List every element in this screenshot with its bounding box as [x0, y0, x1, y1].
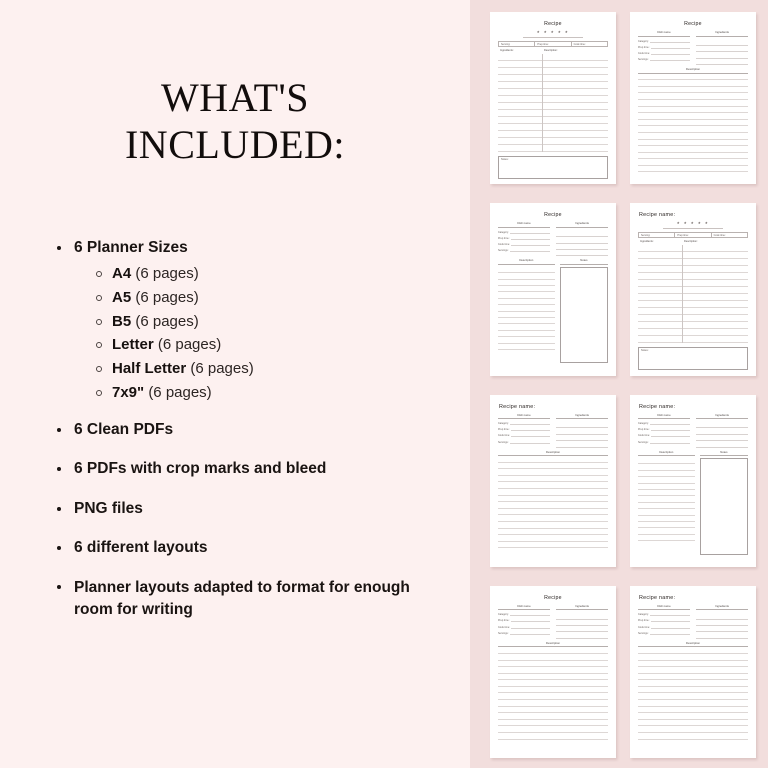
field-prep-time [638, 619, 690, 622]
list-item [52, 499, 452, 519]
info-columns [638, 413, 748, 448]
field-cook-time [638, 52, 690, 55]
fill-line [511, 428, 550, 431]
rule-line [498, 647, 608, 654]
rule-line [638, 535, 695, 541]
rule-line [638, 113, 748, 120]
rule-line [556, 632, 608, 638]
rule-line [638, 107, 748, 114]
field-serving: Serving: [499, 42, 535, 46]
size-name: Half Letter [112, 359, 187, 377]
column-divider [682, 245, 683, 343]
label-text: Prep time: [498, 428, 510, 432]
rule-line [638, 266, 748, 273]
rule-line [498, 476, 608, 483]
rule-line [638, 667, 748, 674]
info-columns [638, 30, 748, 65]
feature-label: 6 Planner Sizes [74, 239, 188, 256]
description-lines [638, 74, 748, 173]
rule-line [498, 117, 608, 124]
size-pages: (6 pages) [135, 265, 199, 283]
preview-title: Recipe name: [499, 403, 536, 410]
field-cook-time [498, 434, 550, 437]
dish-column [498, 413, 550, 448]
size-pages: (6 pages) [135, 312, 199, 330]
rule-line [638, 315, 748, 322]
header-description: Description [638, 641, 748, 648]
fill-line [510, 441, 550, 444]
fill-line [651, 46, 690, 49]
feature-label: PNG files [74, 499, 143, 517]
rule-line [498, 680, 608, 687]
notes-box [560, 267, 608, 364]
field-prep-time [498, 619, 550, 622]
rule-line [638, 126, 748, 133]
field-category [638, 422, 690, 425]
rule-line [638, 146, 748, 153]
rule-line [638, 680, 748, 687]
label-text: Cook time: [638, 51, 650, 55]
list-item [52, 538, 452, 558]
rule-line [498, 469, 608, 476]
header-ingredients: Ingredients [696, 30, 748, 37]
info-columns [498, 413, 608, 448]
rule-line [638, 661, 748, 668]
preview-title: Recipe name: [639, 594, 676, 601]
rule-line [498, 110, 608, 117]
preview-card-recipe-name-columns[interactable] [490, 395, 616, 567]
rule-line [638, 93, 748, 100]
preview-card-recipe-columns-notes[interactable] [490, 203, 616, 375]
description-notes-split [638, 450, 748, 547]
feature-label: 6 Clean PDFs [74, 421, 174, 439]
fill-line [650, 422, 690, 425]
field-cook-time: Cook time: [713, 233, 726, 237]
size-pages: (6 pages) [135, 288, 199, 306]
rule-line [638, 120, 748, 127]
list-item [92, 383, 452, 404]
rule-line [638, 259, 748, 266]
field-cook-time: Cook time: [573, 42, 586, 46]
rule-line [696, 441, 748, 447]
rule-line [638, 140, 748, 147]
ruled-area [498, 54, 608, 152]
header-dish-name: Dish name [638, 413, 690, 420]
header-description: Description [638, 67, 748, 74]
field-serving: Serving: [639, 233, 675, 237]
list-item [92, 312, 452, 333]
rule-line [638, 273, 748, 280]
header-notes: Notes [560, 258, 608, 265]
ingredients-column [556, 413, 608, 448]
label-text: Cook time: [498, 243, 510, 247]
rule-line [638, 294, 748, 301]
rule-line [498, 661, 608, 668]
size-name: A5 [112, 288, 132, 306]
fill-line [650, 613, 690, 616]
features-list [52, 238, 452, 622]
feature-label: 6 different layouts [74, 538, 208, 556]
fill-line [510, 613, 550, 616]
field-cook-time [638, 434, 690, 437]
list-item [52, 420, 452, 440]
dish-column [638, 413, 690, 448]
dish-column [638, 604, 690, 639]
preview-title: Recipe name: [639, 212, 676, 219]
page-title-line-2: INCLUDED: [124, 122, 346, 168]
feature-label: 6 PDFs with crop marks and bleed [74, 460, 327, 478]
fill-line [651, 52, 690, 55]
size-name: Letter [112, 336, 154, 354]
feature-label: Planner layouts adapted to format for enough room for writing [74, 578, 410, 619]
ingredients-column [556, 604, 608, 639]
rule-line [638, 693, 748, 700]
rule-line [638, 301, 748, 308]
list-item [92, 288, 452, 309]
label-text: Servings: [498, 631, 509, 635]
rule-line [696, 632, 748, 638]
label-text: Cook time: [638, 625, 650, 629]
preview-panel [470, 0, 768, 768]
rule-line [638, 647, 748, 654]
preview-card-recipe-name-columns-2[interactable] [630, 586, 756, 758]
label-text: Category: [498, 422, 509, 425]
notes-column [700, 450, 748, 547]
rule-line [638, 74, 748, 81]
rule-line [638, 336, 748, 343]
rule-line [498, 131, 608, 138]
ingredients-column [696, 413, 748, 448]
rule-line [638, 726, 748, 733]
description-lines [498, 456, 608, 548]
rule-line [498, 502, 608, 509]
field-cook-time [638, 626, 690, 629]
rule-line [498, 68, 608, 75]
star-rating-icon: ★ ★ ★ ★ ★ [676, 221, 710, 226]
features-list-container [52, 238, 452, 635]
dish-column [498, 221, 550, 256]
label-text: Servings: [638, 631, 649, 635]
label-text: Servings: [498, 440, 509, 444]
rule-line [638, 308, 748, 315]
rule-line [638, 80, 748, 87]
rule-line [498, 529, 608, 536]
label-text: Prep time: [638, 619, 650, 623]
size-pages: (6 pages) [157, 336, 222, 354]
field-servings [638, 58, 690, 61]
rule-line [638, 159, 748, 166]
preview-card-recipe-columns[interactable] [630, 12, 756, 184]
header-description: Description [498, 450, 608, 457]
header-description: Description: [544, 49, 558, 52]
header-ingredients: Ingredients [556, 221, 608, 228]
dish-column [498, 604, 550, 639]
header-description: Description: [684, 240, 698, 244]
field-cook-time [498, 626, 550, 629]
rule-line [498, 482, 608, 489]
size-pages: (6 pages) [190, 359, 254, 377]
header-ingredients: Ingredients: [640, 240, 654, 244]
fill-line [511, 626, 550, 629]
rule-line [498, 344, 555, 350]
header-ingredients: Ingredients [556, 604, 608, 611]
field-category [638, 613, 690, 616]
rule-line [498, 667, 608, 674]
preview-grid [490, 12, 756, 758]
label-text: Servings: [638, 440, 649, 444]
rule-line [638, 713, 748, 720]
field-category [638, 40, 690, 43]
header-notes: Notes [700, 450, 748, 457]
star-rating-icon: ★ ★ ★ ★ ★ [536, 30, 570, 34]
info-columns [638, 604, 748, 639]
field-servings [498, 632, 550, 635]
header-ingredients: Ingredients [556, 413, 608, 420]
label-text: Cook time: [498, 625, 510, 629]
column-divider [542, 54, 543, 152]
page-title [0, 74, 470, 168]
rule-line [556, 441, 608, 447]
fill-line [650, 58, 690, 61]
fill-line [650, 40, 690, 43]
preview-title: Recipe [684, 21, 702, 27]
list-item [52, 459, 452, 479]
rule-line [638, 329, 748, 336]
header-ingredients: Ingredients: [500, 49, 514, 52]
rule-line [498, 54, 608, 61]
description-lines [638, 647, 748, 739]
fill-line [510, 231, 550, 234]
rule-line [638, 674, 748, 681]
header-dish-name: Dish name [638, 604, 690, 611]
field-servings [638, 632, 690, 635]
field-prep-time: Prep time: [535, 42, 571, 46]
label-text: Servings: [498, 249, 509, 253]
rule-line [638, 707, 748, 714]
page-title-line-1: WHAT'S [161, 75, 309, 120]
rule-line [638, 153, 748, 160]
header-description: Description [498, 258, 555, 265]
list-item [92, 359, 452, 380]
fill-line [511, 619, 550, 622]
field-prep-time [498, 237, 550, 240]
rule-line [498, 463, 608, 470]
rule-line [498, 496, 608, 503]
rule-line [638, 166, 748, 173]
label-text: Category: [638, 422, 649, 425]
preview-title: Recipe name: [639, 403, 676, 410]
divider [663, 228, 724, 229]
fill-line [510, 632, 550, 635]
meta-row [638, 232, 748, 238]
list-item [52, 577, 452, 622]
rule-line [638, 322, 748, 329]
rule-line [498, 713, 608, 720]
header-dish-name: Dish name [498, 221, 550, 228]
header-description: Description [638, 450, 695, 457]
fill-line [651, 626, 690, 629]
fill-line [650, 441, 690, 444]
rule-line [498, 509, 608, 516]
field-servings [638, 441, 690, 444]
rule-line [498, 726, 608, 733]
rule-line [638, 700, 748, 707]
rule-line [498, 707, 608, 714]
rule-line [638, 720, 748, 727]
header-description: Description [498, 641, 608, 648]
rule-line [638, 287, 748, 294]
rule-line [638, 133, 748, 140]
planner-sizes-list [92, 264, 452, 403]
field-prep-time [498, 428, 550, 431]
rule-line [556, 250, 608, 256]
rule-line [498, 96, 608, 103]
info-columns [498, 221, 608, 256]
rule-line [498, 489, 608, 496]
field-cook-time [498, 243, 550, 246]
notes-box: Notes: [498, 156, 608, 179]
rule-line [638, 280, 748, 287]
size-name: 7x9" [112, 383, 145, 401]
label-text: Category: [498, 230, 509, 234]
rule-line [498, 515, 608, 522]
fill-line [651, 428, 690, 431]
rule-line [498, 654, 608, 661]
fill-line [651, 434, 690, 437]
preview-title: Recipe [544, 21, 562, 27]
rule-line [498, 693, 608, 700]
label-text: Prep time: [638, 428, 650, 432]
field-servings [498, 441, 550, 444]
ingredients-column [696, 30, 748, 65]
rule-line [498, 542, 608, 549]
preview-card-recipe-name-columns-notes[interactable] [630, 395, 756, 567]
description-lines [498, 647, 608, 739]
field-prep-time [638, 428, 690, 431]
field-category [498, 231, 550, 234]
meta-row [498, 41, 608, 47]
divider [523, 37, 584, 38]
rule-line [498, 124, 608, 131]
rule-line [638, 100, 748, 107]
field-prep-time: Prep time: [675, 233, 711, 237]
label-text: Prep time: [498, 236, 510, 240]
rule-line [498, 535, 608, 542]
fill-line [510, 249, 550, 252]
fill-line [650, 632, 690, 635]
list-item [92, 264, 452, 285]
description-column [638, 450, 695, 547]
rule-line [498, 82, 608, 89]
rule-line [498, 103, 608, 110]
rule-line [638, 252, 748, 259]
label-text: Category: [638, 39, 649, 43]
label-text: Servings: [638, 58, 649, 62]
rule-line [638, 654, 748, 661]
preview-card-recipe-table[interactable] [490, 12, 616, 184]
preview-title: Recipe [544, 594, 562, 601]
fill-line [651, 619, 690, 622]
header-dish-name: Dish name [498, 604, 550, 611]
rule-line [498, 145, 608, 152]
rule-line [498, 522, 608, 529]
ingredients-column [556, 221, 608, 256]
rule-line [498, 61, 608, 68]
field-servings [498, 249, 550, 252]
notes-column [560, 258, 608, 355]
label-text: Category: [498, 613, 509, 617]
label-text: Cook time: [498, 434, 510, 438]
notes-box [700, 458, 748, 555]
list-item [92, 335, 452, 356]
preview-title: Recipe [544, 212, 562, 219]
preview-card-recipe-name-table[interactable] [630, 203, 756, 375]
rule-line [498, 700, 608, 707]
list-item [52, 238, 452, 403]
header-dish-name: Dish name [638, 30, 690, 37]
info-columns [498, 604, 608, 639]
size-pages: (6 pages) [148, 383, 212, 401]
rule-line [498, 733, 608, 740]
label-text: Prep time: [498, 619, 510, 623]
ruled-area [638, 245, 748, 343]
rule-line [498, 138, 608, 145]
label-text: Category: [638, 613, 649, 617]
fill-line [511, 434, 550, 437]
header-ingredients: Ingredients [696, 413, 748, 420]
description-column [498, 258, 555, 355]
rule-line [498, 75, 608, 82]
rule-line [638, 245, 748, 252]
label-text: Cook time: [638, 434, 650, 438]
rule-line [498, 720, 608, 727]
size-name: B5 [112, 312, 132, 330]
field-prep-time [638, 46, 690, 49]
field-category [498, 613, 550, 616]
rule-line [498, 89, 608, 96]
label-text: Prep time: [638, 45, 650, 49]
fill-line [511, 243, 550, 246]
fill-line [511, 237, 550, 240]
rule-line [498, 674, 608, 681]
rule-line [498, 456, 608, 463]
dish-column [638, 30, 690, 65]
fill-line [510, 422, 550, 425]
rule-line [638, 733, 748, 740]
rule-line [638, 87, 748, 94]
rule-line [638, 687, 748, 694]
rule-line [498, 687, 608, 694]
ingredients-column [696, 604, 748, 639]
field-category [498, 422, 550, 425]
header-dish-name: Dish name [498, 413, 550, 420]
header-ingredients: Ingredients [696, 604, 748, 611]
description-notes-split [498, 258, 608, 355]
size-name: A4 [112, 265, 132, 283]
preview-card-recipe-columns-2[interactable] [490, 586, 616, 758]
notes-box: Notes: [638, 347, 748, 370]
rule-line [696, 59, 748, 65]
